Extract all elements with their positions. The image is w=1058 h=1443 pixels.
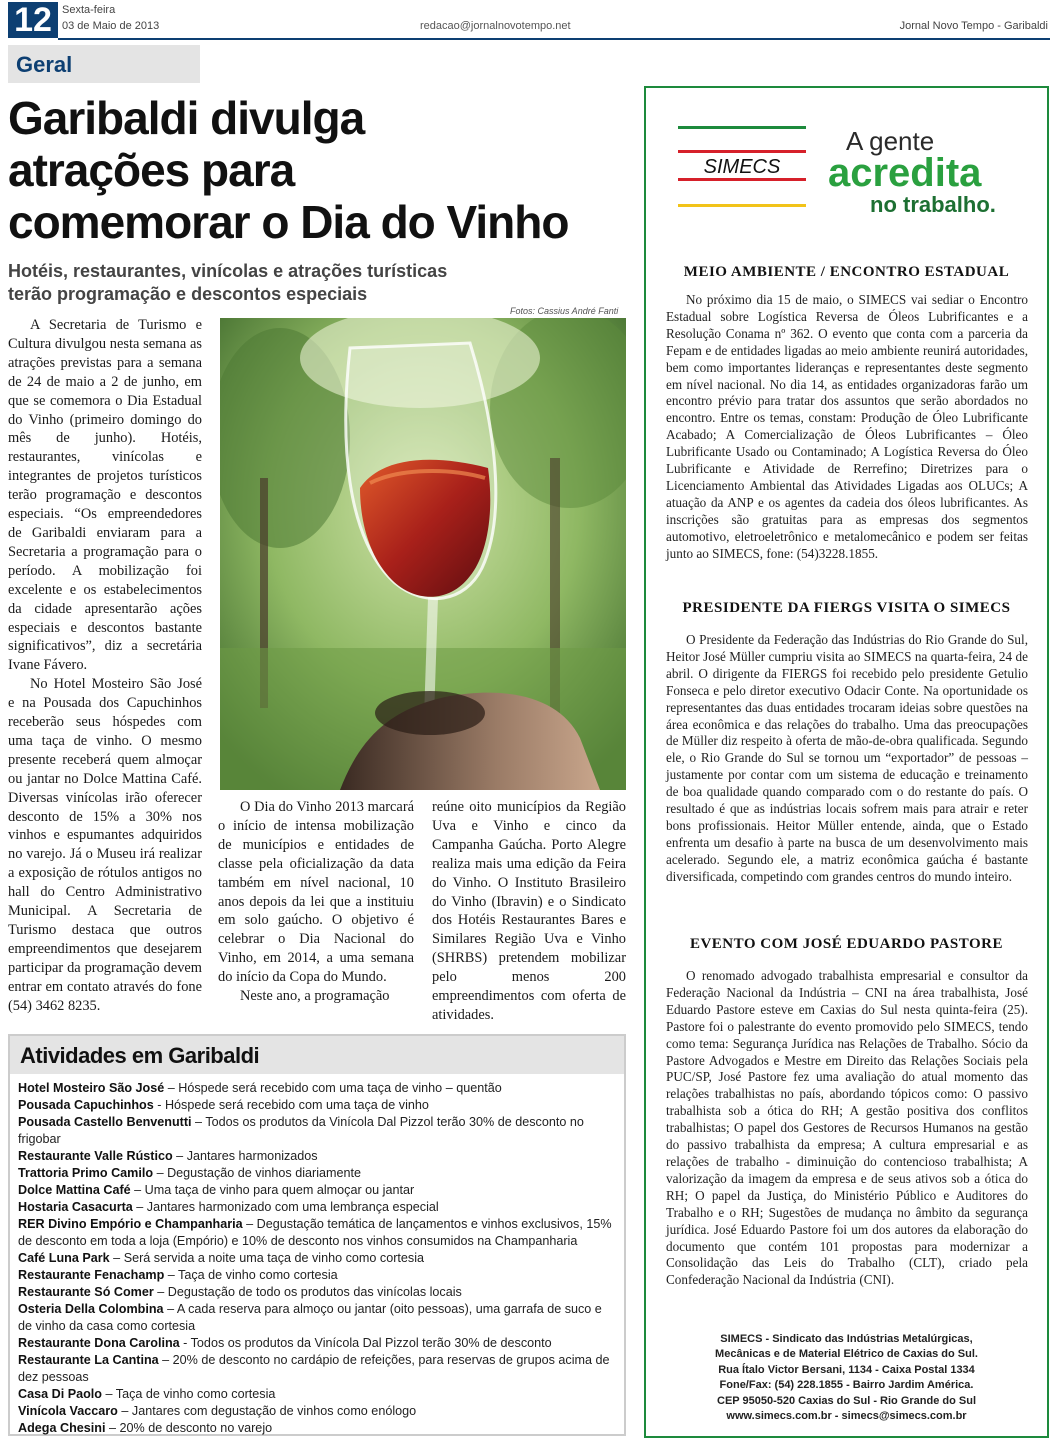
headline [8, 92, 628, 248]
activity-description: – Degustação temática de lançamentos e vinhos exclusivos, 15% de desconto em toda a loja (Empório) e 10% de desconto nos vinhos consumidos na Champanharia [18, 1217, 612, 1248]
article-column-1 [8, 316, 202, 1016]
article-column-3 [432, 798, 626, 1025]
activity-name: Hotel Mosteiro São José [18, 1081, 165, 1095]
activity-name: Café Luna Park [18, 1251, 110, 1265]
activity-description: – Será servida a noite uma taça de vinho como cortesia [109, 1251, 425, 1265]
activity-description: – Jantares harmonizado com uma lembrança especial [132, 1200, 439, 1214]
activity-item [18, 1284, 616, 1301]
activity-item [18, 1216, 616, 1250]
activity-name: Restaurante Só Comer [18, 1285, 154, 1299]
activity-item [18, 1386, 616, 1403]
activity-name: Casa Di Paolo [18, 1387, 102, 1401]
activity-description: – Jantares harmonizados [172, 1149, 318, 1163]
wine-glass-illustration [220, 318, 626, 790]
logo-brand: SIMECS [703, 156, 781, 178]
activity-description: – 20% de desconto no varejo [105, 1421, 273, 1435]
activity-description: – Uma taça de vinho para quem almoçar ou jantar [130, 1183, 415, 1197]
section-title-meio-ambiente: MEIO AMBIENTE / ENCONTRO ESTADUAL [683, 264, 1010, 280]
article-paragraph: reúne oito municípios da Região Uva e Vinho e cinco da Campanha Gaúcha. Porto Alegre realiza mais uma edição da Feira do Vinho. O Instituto Brasileiro do Vinho (Ibravin) e o Sindicato dos Hotéis Restaurantes Bares e Similares Região Uva e Vinho (SHRBS) pretendem mobilizar pelo menos 200 empreendimentos com oferta de atividades. [432, 799, 626, 1023]
subheadline [8, 260, 628, 306]
logo-slogan-3: no trabalho. [870, 192, 996, 217]
activity-name: Adega Chesini [18, 1421, 106, 1435]
activity-item [18, 1165, 616, 1182]
photo-credit: Fotos: Cassius André Fanti [510, 306, 619, 316]
subhead-line: Hotéis, restaurantes, vinícolas e atrações turísticas [8, 261, 448, 281]
simecs-sidebar [644, 86, 1049, 1438]
activity-item [18, 1420, 616, 1437]
activity-name: Restaurante Dona Carolina [18, 1336, 180, 1350]
header-newspaper: Jornal Novo Tempo - Garibaldi [899, 20, 1048, 32]
activity-name: Restaurante Fenachamp [18, 1268, 165, 1282]
activity-description: – Degustação de todo os produtos das vinícolas locais [153, 1285, 462, 1299]
headline-line: comemorar o Dia do Vinho [8, 196, 569, 248]
article-paragraph: A Secretaria de Turismo e Cultura divulgou nesta semana as atrações previstas para a semana de 24 de maio a 2 de junho, em que se comemora o Dia Estadual do Vinho (primeiro domingo do mês de junho). Hotéis, restaurantes, vinícolas e integrantes de projetos turísticos terão programação e descontos especiais. “Os empreendedores de Garibaldi enviaram para a Secretaria a programação para o período. A mobilização foi excelente e os estabelecimentos da cidade apresentarão ações especiais e descontos bastante significativos”, diz a secretária Ivane Fávero. [8, 317, 202, 674]
activity-name: RER Divino Empório e Champanharia [18, 1217, 243, 1231]
article-paragraph: Neste ano, a programação [240, 988, 390, 1005]
activities-box [8, 1034, 626, 1436]
section-body-fiergs: O Presidente da Federação das Indústrias do Rio Grande do Sul, Heitor José Müller cumpriu visita ao SIMECS na quarta-feira, 24 de abril. O dirigente da FIERGS foi recebido pelo presidente Getulio Fonseca e pelo diretor executivo Odacir Conte. Na oportunidade os representantes das duas entidades trocaram ideias sobre questões na área econômica e das relações do trabalho. Uma das preocupações de Müller diz respeito à oferta de mão-de-obra qualificada. Segundo ele, o Rio Grande do Sul se tornou um “exportador” de pessoas – justamente por contar com um sistema de educação e treinamento de boa qualidade quando comparado com o do restante do país. O resultado é que as indústrias locais sofrem mais para atrair e reter bons profissionais. Heitor Müller entende, ainda, que o Estado enfrenta um desafio à parte na busca de um desenvolvimento mais acelerado. Segundo ele, a matriz econômica gaúcha é bastante diversificada, competindo com grandes centros do mundo inteiro. [666, 632, 1028, 884]
activity-item [18, 1199, 616, 1216]
activity-name: Hostaria Casacurta [18, 1200, 133, 1214]
activities-list [10, 1074, 624, 1437]
footer-line: Rua Ítalo Victor Bersani, 1134 - Caixa Postal 1334 [718, 1363, 975, 1376]
subhead-line: terão programação e descontos especiais [8, 284, 368, 304]
activity-item [18, 1301, 616, 1335]
footer-line: Mecânicas e de Material Elétrico de Caxias do Sul. [715, 1348, 978, 1361]
activity-item [18, 1352, 616, 1386]
activity-item [18, 1182, 616, 1199]
article-paragraph: No Hotel Mosteiro São José e na Pousada dos Capuchinhos receberão seus hóspedes com uma taça de vinho. O mesmo presente receberá quem almoçar ou jantar no Dolce Mattina Café. Diversas vinícolas irão oferecer desconto de 15% a 30% nos vinhos e espumantes adquiridos no varejo. Já o Museu irá realizar a exposição de rótulos antigos no hall do Centro Administrativo Municipal. A Secretaria de Turismo destaca que outros empreendimentos que desejarem participar da programação devem entrar em contato através do fone (54) 3462 8235. [8, 676, 202, 1014]
footer-line: SIMECS - Sindicato das Indústrias Metalúrgicas, [720, 1333, 973, 1345]
footer-line: Fone/Fax: (54) 228.1855 - Bairro Jardim América. [719, 1379, 974, 1392]
activity-name: Osteria Della Colombina [18, 1302, 164, 1316]
activity-description: – 20% de desconto no cardápio de refeições, para reservas de grupos acima de dez pessoas [18, 1353, 610, 1384]
logo-slogan-2: acredita [828, 151, 982, 195]
activity-description: - Todos os produtos da Vinícola Dal Pizzol terão 30% de desconto [179, 1336, 552, 1350]
activity-description: - Hóspede será recebido com uma taça de vinho [153, 1098, 429, 1112]
simecs-footer [646, 1332, 1047, 1424]
activity-name: Vinícola Vaccaro [18, 1404, 118, 1418]
activities-title: Atividades em Garibaldi [10, 1036, 624, 1074]
activity-name: Trattoria Primo Camilo [18, 1166, 154, 1180]
activity-item [18, 1403, 616, 1420]
section-body-meio-ambiente: No próximo dia 15 de maio, o SIMECS vai sediar o Encontro Estadual sobre Logística Reversa de Óleos Lubrificantes e a Resolução Conama nº 362. O evento que conta com a parceria da Fepam e de entidades ligadas ao meio ambiente reunirá autoridades, bem como importantes lideranças e representantes deste segmento em nível nacional. No dia 14, as entidades organizadoras farão um encontro prévio para tratar dos assuntos que serão abordados no encontro. Entre os temas, constam: Produção de Óleo Lubrificante Acabado; A Comercialização de Óleos Lubrificantes – Óleo Lubrificante Usado ou Contaminado; A Logística Reversa do Óleo Lubrificante e Atividade de Rerrefino; Diretrizes para o Licenciamento Ambiental das Atividades Ligadas aos OLUCs; A atuação da ANP e os agentes da cadeia dos óleos lubrificantes. As inscrições são gratuitas para as empresas dos segmentos automotivo, eletroeletrônico e metalomecânico e podem ser feitas junto ao SIMECS, fone: (54)3228.1855. [666, 292, 1028, 561]
activity-description: – Degustação de vinhos diariamente [153, 1166, 362, 1180]
activity-description: – Taça de vinho como cortesia [102, 1387, 276, 1401]
activity-description: – A cada reserva para almoço ou jantar (oito pessoas), uma garrafa de suco e de vinho da casa como cortesia [18, 1302, 602, 1333]
activity-name: Restaurante La Cantina [18, 1353, 159, 1367]
header-day: Sexta-feira [62, 4, 116, 16]
wine-glass-photo [220, 318, 626, 790]
header-email[interactable]: redacao@jornalnovotempo.net [420, 20, 571, 32]
simecs-logo [678, 120, 1018, 220]
activity-description: – Hóspede será recebido com uma taça de vinho – quentão [164, 1081, 502, 1095]
footer-links[interactable]: www.simecs.com.br - simecs@simecs.com.br [726, 1410, 967, 1423]
activity-item [18, 1148, 616, 1165]
activity-item [18, 1250, 616, 1267]
activity-name: Pousada Castello Benvenutti [18, 1115, 192, 1129]
activity-item [18, 1114, 616, 1148]
activity-name: Restaurante Valle Rústico [18, 1149, 173, 1163]
logo-slogan-1: A gente [846, 126, 935, 156]
section-title-pastore: EVENTO COM JOSÉ EDUARDO PASTORE [689, 936, 1004, 952]
activity-name: Pousada Capuchinhos [18, 1098, 154, 1112]
headline-line: atrações para [8, 144, 295, 196]
activity-item [18, 1267, 616, 1284]
section-label: Geral [8, 45, 200, 83]
activity-name: Dolce Mattina Café [18, 1183, 131, 1197]
activity-description: – Taça de vinho como cortesia [164, 1268, 338, 1282]
section-title-fiergs: PRESIDENTE DA FIERGS VISITA O SIMECS [682, 600, 1011, 616]
header-rule [58, 38, 1050, 40]
header-date: 03 de Maio de 2013 [62, 20, 160, 32]
activity-item [18, 1097, 616, 1114]
activity-item [18, 1335, 616, 1352]
page-number: 12 [8, 2, 58, 38]
activity-description: – Jantares com degustação de vinhos como enólogo [117, 1404, 417, 1418]
activity-item [18, 1080, 616, 1097]
section-body-pastore: O renomado advogado trabalhista empresarial e consultor da Federação Nacional da Indústria – CNI na área trabalhista, José Eduardo Pastore esteve em Caxias do Sul nesta quinta-feira (25). Pastore foi o palestrante do evento promovido pelo SIMECS, tendo como tema: Segurança Jurídica nas Relações de Trabalho. Sócio da Pastore Advogados e Mestre em Direito das Relações Sociais pela PUC/SP, José Pastore fez uma avaliação do atual momento das relações trabalhistas no país, abordando tópicos como: O passivo trabalhista sob a ótica do RH; A gestão positiva dos conflitos trabalhistas; O papel dos Gestores de Recursos Humanos na gestão do passivo trabalhista da empresa; A cultura empresarial e as relações de trabalho - diminuição do contencioso trabalhista; A valorização da imagem da empresa e de seus ativos sob a ótica do RH; O papel da Justiça, do Ministério Público e Auditores do Trabalho e o RH; Sugestões de mudança no âmbito da segurança jurídica. José Eduardo Pastore foi um dos autores da elaboração do documento que contém 101 propostas para modernizar a Consolidação das Leis do Trabalho (CLT), criado pela Confederação Nacional da Indústria (CNI). [666, 968, 1028, 1288]
article-paragraph: O Dia do Vinho 2013 marcará o início de intensa mobilização de municípios e entidades de classe pela oficialização da data também em nível nacional, 10 anos depois da lei que a instituiu em solo gaúcho. O objetivo é celebrar o Dia Nacional do Vinho, em 2014, a uma semana do início da Copa do Mundo. [218, 799, 414, 986]
article-column-2 [218, 798, 414, 1006]
headline-line: Garibaldi divulga [8, 92, 365, 144]
activity-description: – Todos os produtos da Vinícola Dal Pizzol terão 30% de desconto no frigobar [18, 1115, 584, 1146]
footer-line: CEP 95050-520 Caxias do Sul - Rio Grande do Sul [717, 1394, 976, 1407]
